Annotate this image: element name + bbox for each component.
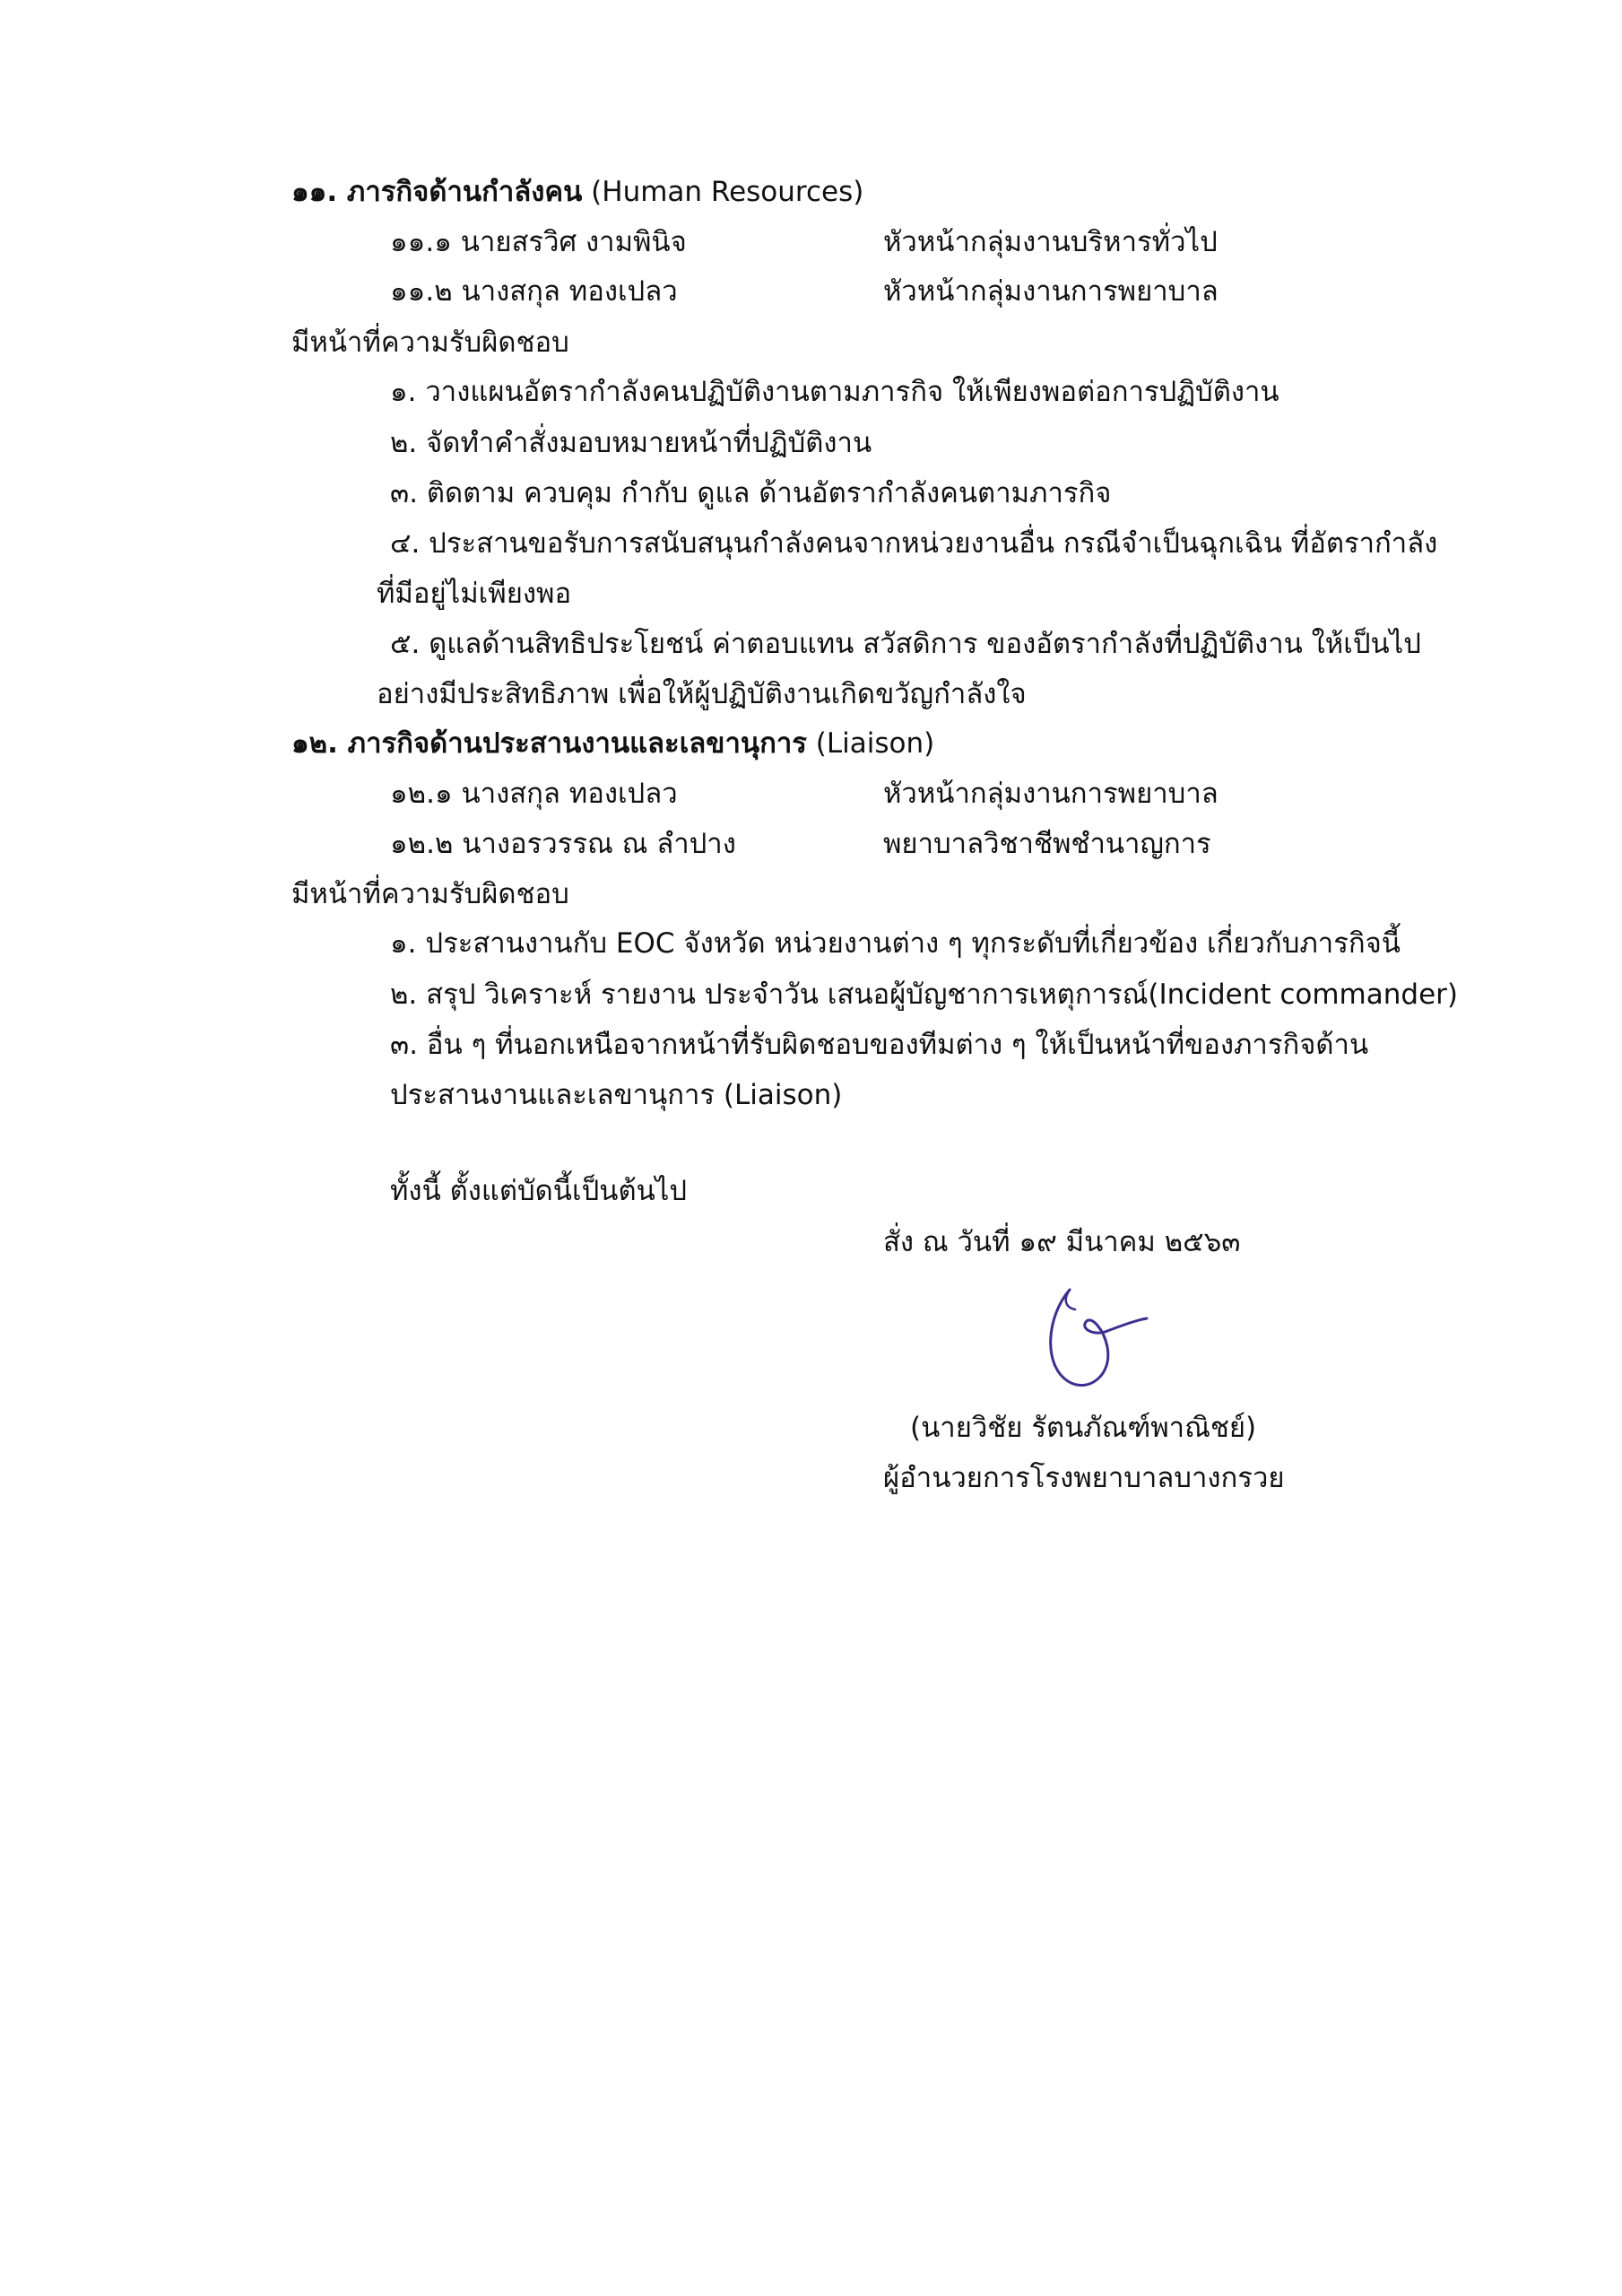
order-date: สั่ง ณ วันที่ ๑๙ มีนาคม ๒๕๖๓ bbox=[883, 1226, 1241, 1258]
member-name: นางสกุล ทองเปลว bbox=[461, 275, 678, 308]
member-11-2-role: หัวหน้ากลุ่มงานการพยาบาล bbox=[883, 275, 1219, 308]
duty-12-3: ๓. อื่น ๆ ที่นอกเหนือจากหน้าที่รับผิดชอบของทีมต่าง ๆ ให้เป็นหน้าที่ของภารกิจด้าน bbox=[390, 1029, 1369, 1061]
section-11-title-english: (Human Resources) bbox=[582, 176, 864, 208]
closing-statement: ทั้งนี้ ตั้งแต่บัดนี้เป็นต้นไป bbox=[390, 1175, 688, 1207]
member-12-1-role: หัวหน้ากลุ่มงานการพยาบาล bbox=[883, 778, 1219, 810]
handwritten-signature bbox=[1036, 1283, 1152, 1395]
section-12-title-bold: ๑๒. ภารกิจด้านประสานงานและเลขานุการ bbox=[291, 727, 807, 760]
duty-12-3-cont: ประสานงานและเลขานุการ (Liaison) bbox=[390, 1079, 843, 1111]
duty-11-3: ๓. ติดตาม ควบคุม กำกับ ดูแล ด้านอัตรากำลังคนตามภารกิจ bbox=[390, 477, 1112, 509]
member-12-2: ๑๒.๒ นางอรวรรณ ณ ลำปาง bbox=[390, 828, 736, 860]
member-11-2: ๑๑.๒ นางสกุล ทองเปลว bbox=[390, 275, 678, 308]
member-12-2-role: พยาบาลวิชาชีพชำนาญการ bbox=[883, 828, 1211, 860]
section-11-duties-heading: มีหน้าที่ความรับผิดชอบ bbox=[291, 326, 569, 359]
member-name: นางสกุล ทองเปลว bbox=[461, 778, 678, 810]
member-name: นายสรวิศ งามพินิจ bbox=[460, 226, 687, 258]
section-11-title bbox=[291, 173, 863, 211]
section-12-title-english: (Liaison) bbox=[806, 727, 935, 760]
duty-11-5: ๕. ดูแลด้านสิทธิประโยชน์ ค่าตอบแทน สวัสดิการ ของอัตรากำลังที่ปฏิบัติงาน ให้เป็นไป bbox=[390, 628, 1421, 660]
section-11-title-bold: ๑๑. ภารกิจด้านกำลังคน bbox=[291, 176, 583, 208]
member-name: นางอรวรรณ ณ ลำปาง bbox=[462, 828, 736, 860]
duty-12-1: ๑. ประสานงานกับ EOC จังหวัด หน่วยงานต่าง ๆ ทุกระดับที่เกี่ยวข้อง เกี่ยวกับภารกิจนี้ bbox=[390, 927, 1401, 960]
member-11-1-role: หัวหน้ากลุ่มงานบริหารทั่วไป bbox=[883, 226, 1218, 258]
signer-title: ผู้อำนวยการโรงพยาบาลบางกรวย bbox=[883, 1462, 1285, 1494]
member-12-1: ๑๒.๑ นางสกุล ทองเปลว bbox=[390, 778, 678, 810]
duty-11-4-cont: ที่มีอยู่ไม่เพียงพอ bbox=[377, 578, 572, 610]
duty-12-2: ๒. สรุป วิเคราะห์ รายงาน ประจำวัน เสนอผู้บัญชาการเหตุการณ์(Incident commander) bbox=[390, 978, 1458, 1011]
duty-11-2: ๒. จัดทำคำสั่งมอบหมายหน้าที่ปฏิบัติงาน bbox=[390, 427, 872, 459]
section-12-duties-heading: มีหน้าที่ความรับผิดชอบ bbox=[291, 878, 569, 910]
duty-11-1: ๑. วางแผนอัตรากำลังคนปฏิบัติงานตามภารกิจ ให้เพียงพอต่อการปฏิบัติงาน bbox=[390, 376, 1279, 408]
signer-name: (นายวิชัย รัตนภัณฑ์พาณิชย์) bbox=[910, 1412, 1257, 1444]
section-12-title bbox=[291, 725, 934, 762]
duty-11-4: ๔. ประสานขอรับการสนับสนุนกำลังคนจากหน่วยงานอื่น กรณีจำเป็นฉุกเฉิน ที่อัตรากำลัง bbox=[390, 527, 1438, 560]
duty-11-5-cont: อย่างมีประสิทธิภาพ เพื่อให้ผู้ปฏิบัติงานเกิดขวัญกำลังใจ bbox=[377, 678, 1027, 710]
member-11-1: ๑๑.๑ นายสรวิศ งามพินิจ bbox=[390, 226, 687, 258]
